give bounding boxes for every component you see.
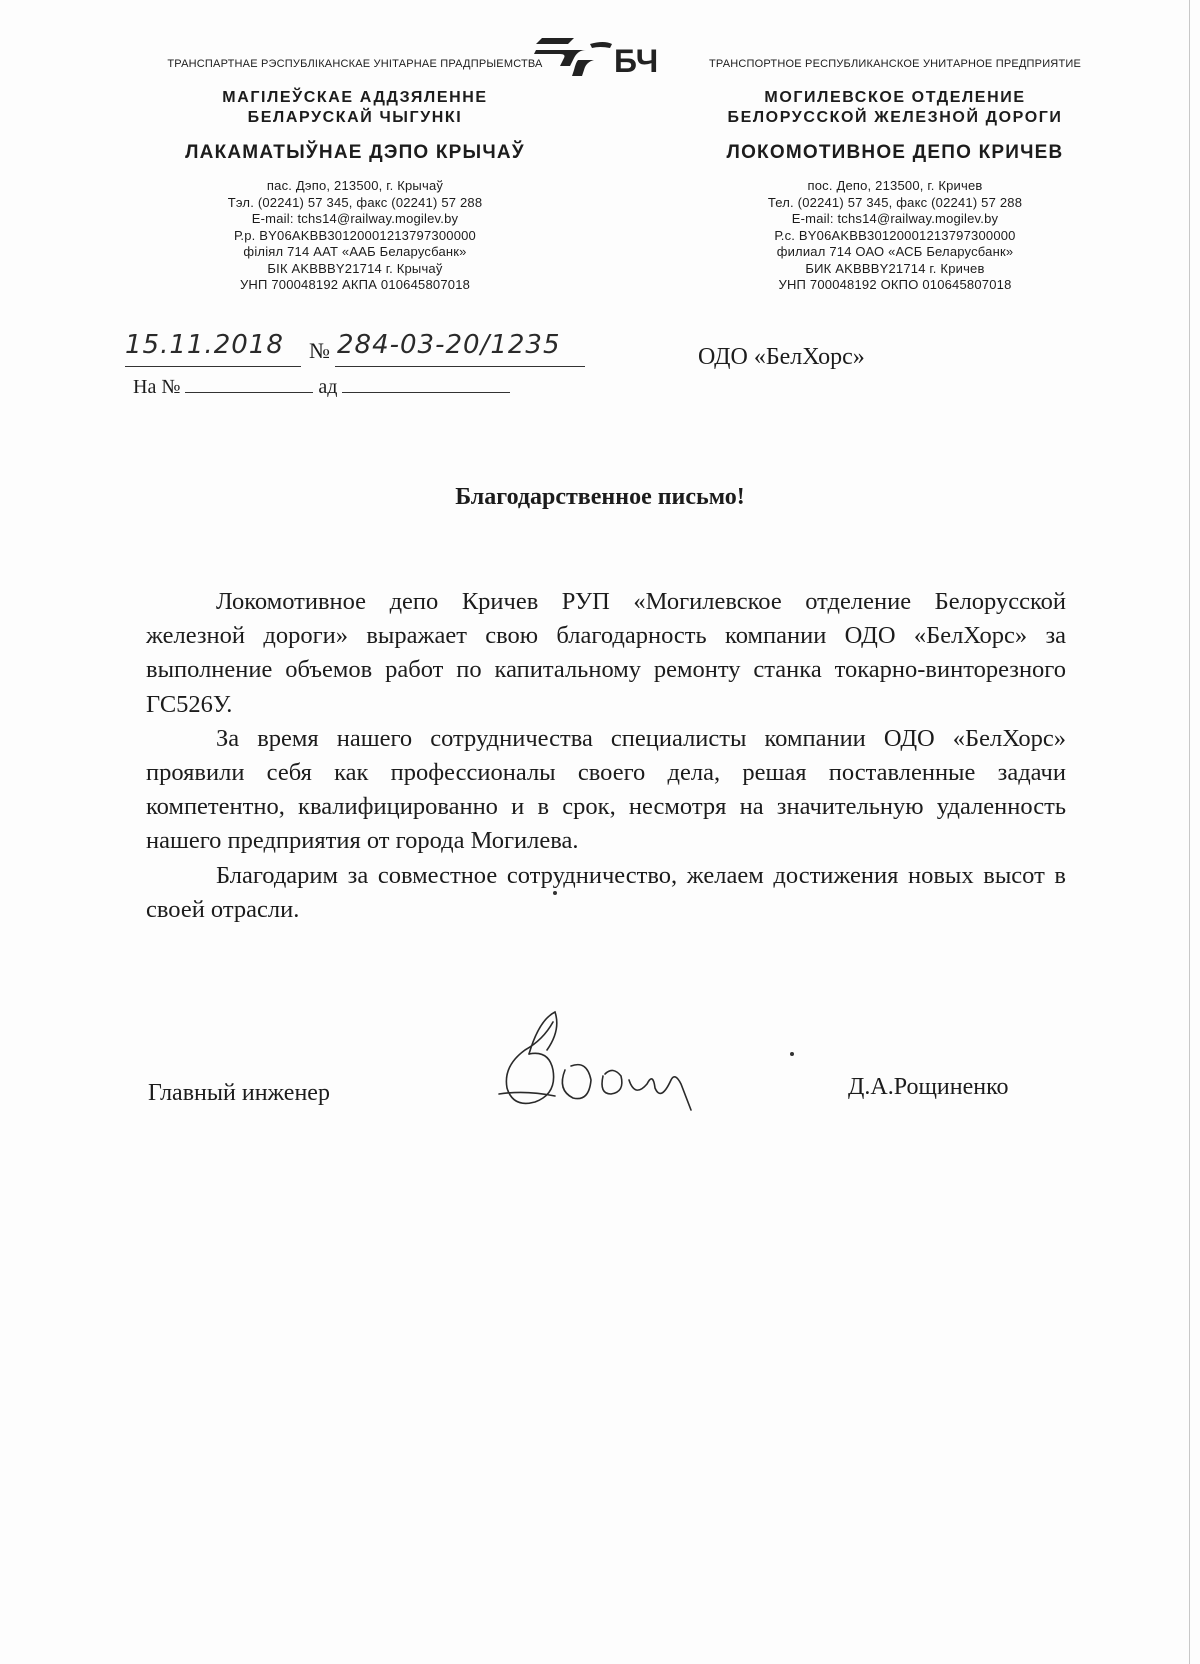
letterhead-right-account: Р.с. BY06AKBB30120001213797300000 bbox=[774, 227, 1016, 243]
letterhead-right-email: E-mail: tchs14@railway.mogilev.by bbox=[791, 211, 999, 226]
reference-line bbox=[133, 374, 510, 399]
registration-date: 15.11.2018 bbox=[125, 330, 284, 360]
number-underline bbox=[335, 366, 585, 367]
scan-speck bbox=[790, 1052, 794, 1056]
letterhead-right-org-line1: МОГИЛЕВСКОЕ ОТДЕЛЕНИЕ bbox=[764, 89, 1026, 106]
letterhead-left-depot: ЛАКАМАТЫЎНАЕ ДЭПО КРЫЧАЎ bbox=[185, 142, 525, 163]
letter-body bbox=[146, 585, 1066, 927]
letter-paragraph: Благодарим за совместное сотрудничество, желаем достижения новых высот в своей отрасли. bbox=[146, 861, 1066, 923]
letter-paragraph: Локомотивное депо Кричев РУП «Могилевское отделение Белорусской железной дороги» выражает свою благодарность компании ОДО «БелХорс» за выполнение объемов работ по капитальному ремонту станка токарно-винторезного ГС526У. bbox=[146, 588, 1066, 718]
reference-from-label: ад bbox=[318, 376, 338, 398]
letterhead-left-unp: УНП 700048192 АКПА 010645807018 bbox=[239, 277, 471, 292]
registration-line bbox=[125, 330, 645, 370]
registration-number: 284-03-20/1235 bbox=[337, 330, 561, 360]
letterhead-right-org-line2: БЕЛОРУССКОЙ ЖЕЛЕЗНОЙ ДОРОГИ bbox=[727, 109, 1063, 126]
logo-text: БЧ bbox=[614, 43, 659, 79]
letterhead-right-subtitle: ТРАНСПОРТНОЕ РЕСПУБЛИКАНСКОЕ УНИТАРНОЕ ПРЕДПРИЯТИЕ bbox=[708, 58, 1082, 70]
letterhead-right-phone: Тел. (02241) 57 345, факс (02241) 57 288 bbox=[767, 194, 1023, 210]
signature-scribble-icon bbox=[495, 1010, 745, 1120]
letterhead-left bbox=[120, 0, 590, 294]
reference-date-blank bbox=[342, 374, 510, 393]
letterhead-left-org bbox=[120, 88, 590, 128]
letterhead-right bbox=[670, 0, 1120, 294]
letterhead-left-account: Р.р. BY06AKBB30120001213797300000 bbox=[234, 227, 476, 243]
letterhead-left-details bbox=[120, 178, 590, 294]
handwritten-signature bbox=[495, 1010, 745, 1120]
letterhead-right-depot: ЛОКОМОТИВНОЕ ДЕПО КРИЧЕВ bbox=[726, 142, 1064, 163]
scan-edge bbox=[1189, 0, 1190, 1664]
letterhead-right-org bbox=[670, 88, 1120, 128]
date-underline bbox=[125, 366, 301, 367]
reference-number-blank bbox=[185, 374, 313, 393]
letterhead-left-phone: Тэл. (02241) 57 345, факс (02241) 57 288 bbox=[227, 194, 483, 210]
letterhead-right-unp: УНП 700048192 ОКПО 010645807018 bbox=[778, 277, 1012, 292]
letterhead-left-org-line1: МАГІЛЕЎСКАЕ АДДЗЯЛЕННЕ bbox=[222, 89, 488, 106]
letterhead-right-address: пос. Депо, 213500, г. Кричев bbox=[807, 178, 983, 193]
letter-title: Благодарственное письмо! bbox=[455, 484, 745, 510]
letterhead-left-org-line2: БЕЛАРУСКАЙ ЧЫГУНКІ bbox=[247, 109, 463, 126]
letterhead-right-details bbox=[670, 178, 1120, 294]
letterhead-left-email: E-mail: tchs14@railway.mogilev.by bbox=[251, 211, 459, 226]
letterhead-right-bik: БИК AKBBBY21714 г. Кричев bbox=[805, 260, 985, 276]
letter-paragraph: За время нашего сотрудничества специалисты компании ОДО «БелХорс» проявили себя как профессионалы своего дела, решая поставленные задачи компетентно, квалифицированно и в срок, несмотря на значительную удаленность нашего предприятия от города Могилева. bbox=[146, 724, 1066, 855]
signatory-position: Главный инженер bbox=[148, 1080, 330, 1106]
registration-number-label: № bbox=[309, 338, 330, 363]
letterhead-left-address: пас. Дэпо, 213500, г. Крычаў bbox=[266, 178, 444, 193]
letterhead-left-bank: філіял 714 ААТ «ААБ Беларусбанк» bbox=[243, 244, 467, 259]
recipient: ОДО «БелХорс» bbox=[698, 344, 865, 370]
letterhead-left-subtitle: ТРАНСПАРТНАЕ РЭСПУБЛІКАНСКАЕ УНІТАРНАЕ ПРАДПРЫЕМСТВА bbox=[167, 58, 543, 70]
scan-speck bbox=[553, 891, 557, 895]
letterhead-left-bik: БІК AKBBBY21714 г. Крычаў bbox=[267, 260, 443, 276]
signatory-name: Д.А.Рощиненко bbox=[848, 1074, 1009, 1100]
letterhead-right-bank: филиал 714 ОАО «АСБ Беларусбанк» bbox=[776, 244, 1014, 259]
reference-label: На № bbox=[133, 376, 181, 398]
